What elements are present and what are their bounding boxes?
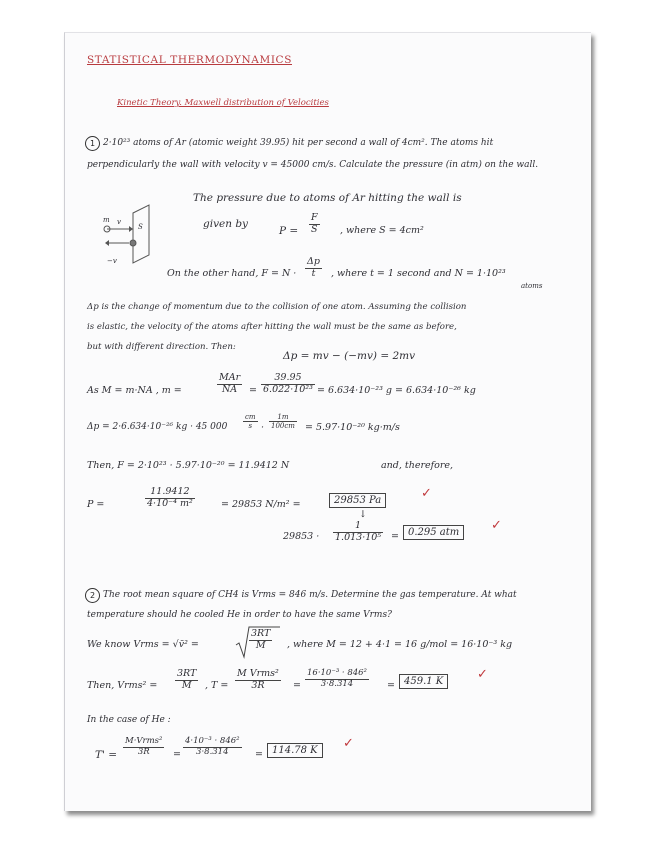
momentum-equation: Δp = mv − (−mv) = 2mv [283, 350, 416, 362]
pressure-formula-lhs: P = [279, 225, 299, 237]
diagram-neg-v-label: −v [107, 257, 117, 265]
check-mark-icon: ✓ [421, 486, 432, 501]
mass-equals: = [249, 385, 257, 396]
helium-equals: = [173, 749, 181, 760]
arrow-down-icon: ↓ [359, 509, 367, 520]
pressure-final-mid: = 29853 N/m² = [221, 499, 301, 510]
ch4-temperature-box: 459.1 K [399, 674, 448, 689]
pressure-final-fraction: $\frac{11.9412}{\text{4·10⁻⁴ m²}}$ [147, 486, 193, 509]
then-equals-2: = [387, 680, 395, 691]
then-lhs: Then, Vrms² = [87, 680, 158, 691]
diagram-s-label: S [138, 223, 143, 231]
helium-temperature-box: 114.78 K [267, 743, 323, 758]
know-where-molar-mass: , where M = 12 + 4·1 = 16 g/mol = 16·10⁻³ kg [287, 639, 513, 650]
vrms-fraction: $\frac{3RT}{M}$ [251, 628, 271, 651]
problem-2-statement-1: The root mean square of CH4 is Vrms = 846 m/s. Determine the gas temperature. At what [103, 590, 517, 600]
check-mark-icon: ✓ [343, 736, 354, 751]
notebook-page [64, 32, 591, 811]
where-t-text: , where t = 1 second and N = 1·10²³ [331, 268, 506, 279]
momentum-text-2: is elastic, the velocity of the atoms after hitting the wall must be the same as before, [87, 322, 457, 332]
mass-fraction-1: MAr NA [219, 372, 241, 395]
pressure-answer-atm-box: 0.295 atm [403, 525, 464, 540]
atm-conversion-lhs: 29853 · [283, 531, 320, 542]
problem-2-statement-2: temperature should he cooled He in order to have the same Vrms? [87, 610, 392, 620]
then-fraction-2: M Vrms² 3R [237, 668, 279, 691]
then-fraction-3: $\frac{\text{16·10⁻³ · 846²}}{3\cdot 8.314}$ [307, 668, 367, 689]
pressure-final-lhs: P = [87, 499, 105, 510]
pressure-where-s: , where S = 4cm² [340, 225, 424, 236]
dp-over-t-fraction: $\frac{\Delta p}{t}$ [307, 256, 320, 279]
problem-1-statement-2: perpendicularly the wall with velocity v = 45000 cm/s. Calculate the pressure (in atm) on the wall. [87, 160, 539, 170]
mass-lhs: As M = m·NA , m = [87, 385, 182, 396]
dp-calc-result: = 5.97·10⁻²⁰ kg·m/s [305, 422, 400, 433]
pressure-answer-pa-box: 29853 Pa [329, 493, 386, 508]
diagram-v-label: v [117, 218, 121, 226]
pressure-text-1: The pressure due to atoms of Ar hitting the wall is [193, 192, 462, 204]
pressure-fraction: $\frac{F}{S}$ [311, 212, 318, 235]
atm-conversion-equals: = [391, 531, 399, 542]
check-mark-icon: ✓ [491, 518, 502, 533]
helium-equals-2: = [255, 749, 263, 760]
dp-calc-dot: · [261, 422, 265, 433]
then-t: , T = [205, 680, 229, 691]
then-fraction-1: $\frac{3RT}{M}$ [177, 668, 197, 691]
momentum-text-3: but with different direction. Then: [87, 342, 236, 352]
pressure-text-2: given by [203, 218, 248, 230]
problem-2-number: 2 [85, 588, 100, 603]
helium-lhs: T' = [95, 749, 118, 761]
atm-conversion-fraction: $\frac{1}{\text{1.013·10⁵}}$ [335, 520, 382, 543]
momentum-text-1: Δp is the change of momentum due to the collision of one atom. Assuming the collision [87, 302, 467, 312]
atoms-label: atoms [521, 282, 543, 290]
page-title: STATISTICAL THERMODYNAMICS [87, 54, 292, 66]
then-equals: = [293, 680, 301, 691]
dp-calc-lhs: Δp = 2·6.634·10⁻²⁶ kg · 45 000 [87, 422, 228, 432]
problem-1-statement-1: 2·10²³ atoms of Ar (atomic weight 39.95) hit per second a wall of 4cm². The atoms hit [103, 138, 494, 148]
diagram-m-label: m [103, 216, 110, 224]
other-hand-text: On the other hand, F = N · [167, 268, 297, 279]
know-lhs: We know Vrms = √v̄² = [87, 639, 199, 650]
and-therefore-text: and, therefore, [381, 460, 454, 471]
dp-calc-unit-1: $\frac{cm}{s}$ [245, 413, 256, 431]
mass-fraction-2: $\frac{39.95}{\text{6.022·10²³}}$ [263, 372, 313, 395]
page-subtitle: Kinetic Theory. Maxwell distribution of Velocities [117, 98, 329, 108]
dp-calc-unit-2: $\frac{1m}{100cm}$ [271, 413, 295, 431]
problem-1-number: 1 [85, 136, 100, 151]
helium-case-text: In the case of He : [87, 715, 171, 725]
helium-fraction-1: M·Vrms² 3R [125, 736, 163, 757]
mass-result: = 6.634·10⁻²³ g = 6.634·10⁻²⁶ kg [317, 385, 476, 396]
helium-fraction-2: $\frac{\text{4·10⁻³ · 846²}}{3\cdot 8.314}$ [185, 736, 240, 757]
force-line: Then, F = 2·10²³ · 5.97·10⁻²⁰ = 11.9412 N [87, 460, 290, 471]
check-mark-icon: ✓ [477, 667, 488, 682]
